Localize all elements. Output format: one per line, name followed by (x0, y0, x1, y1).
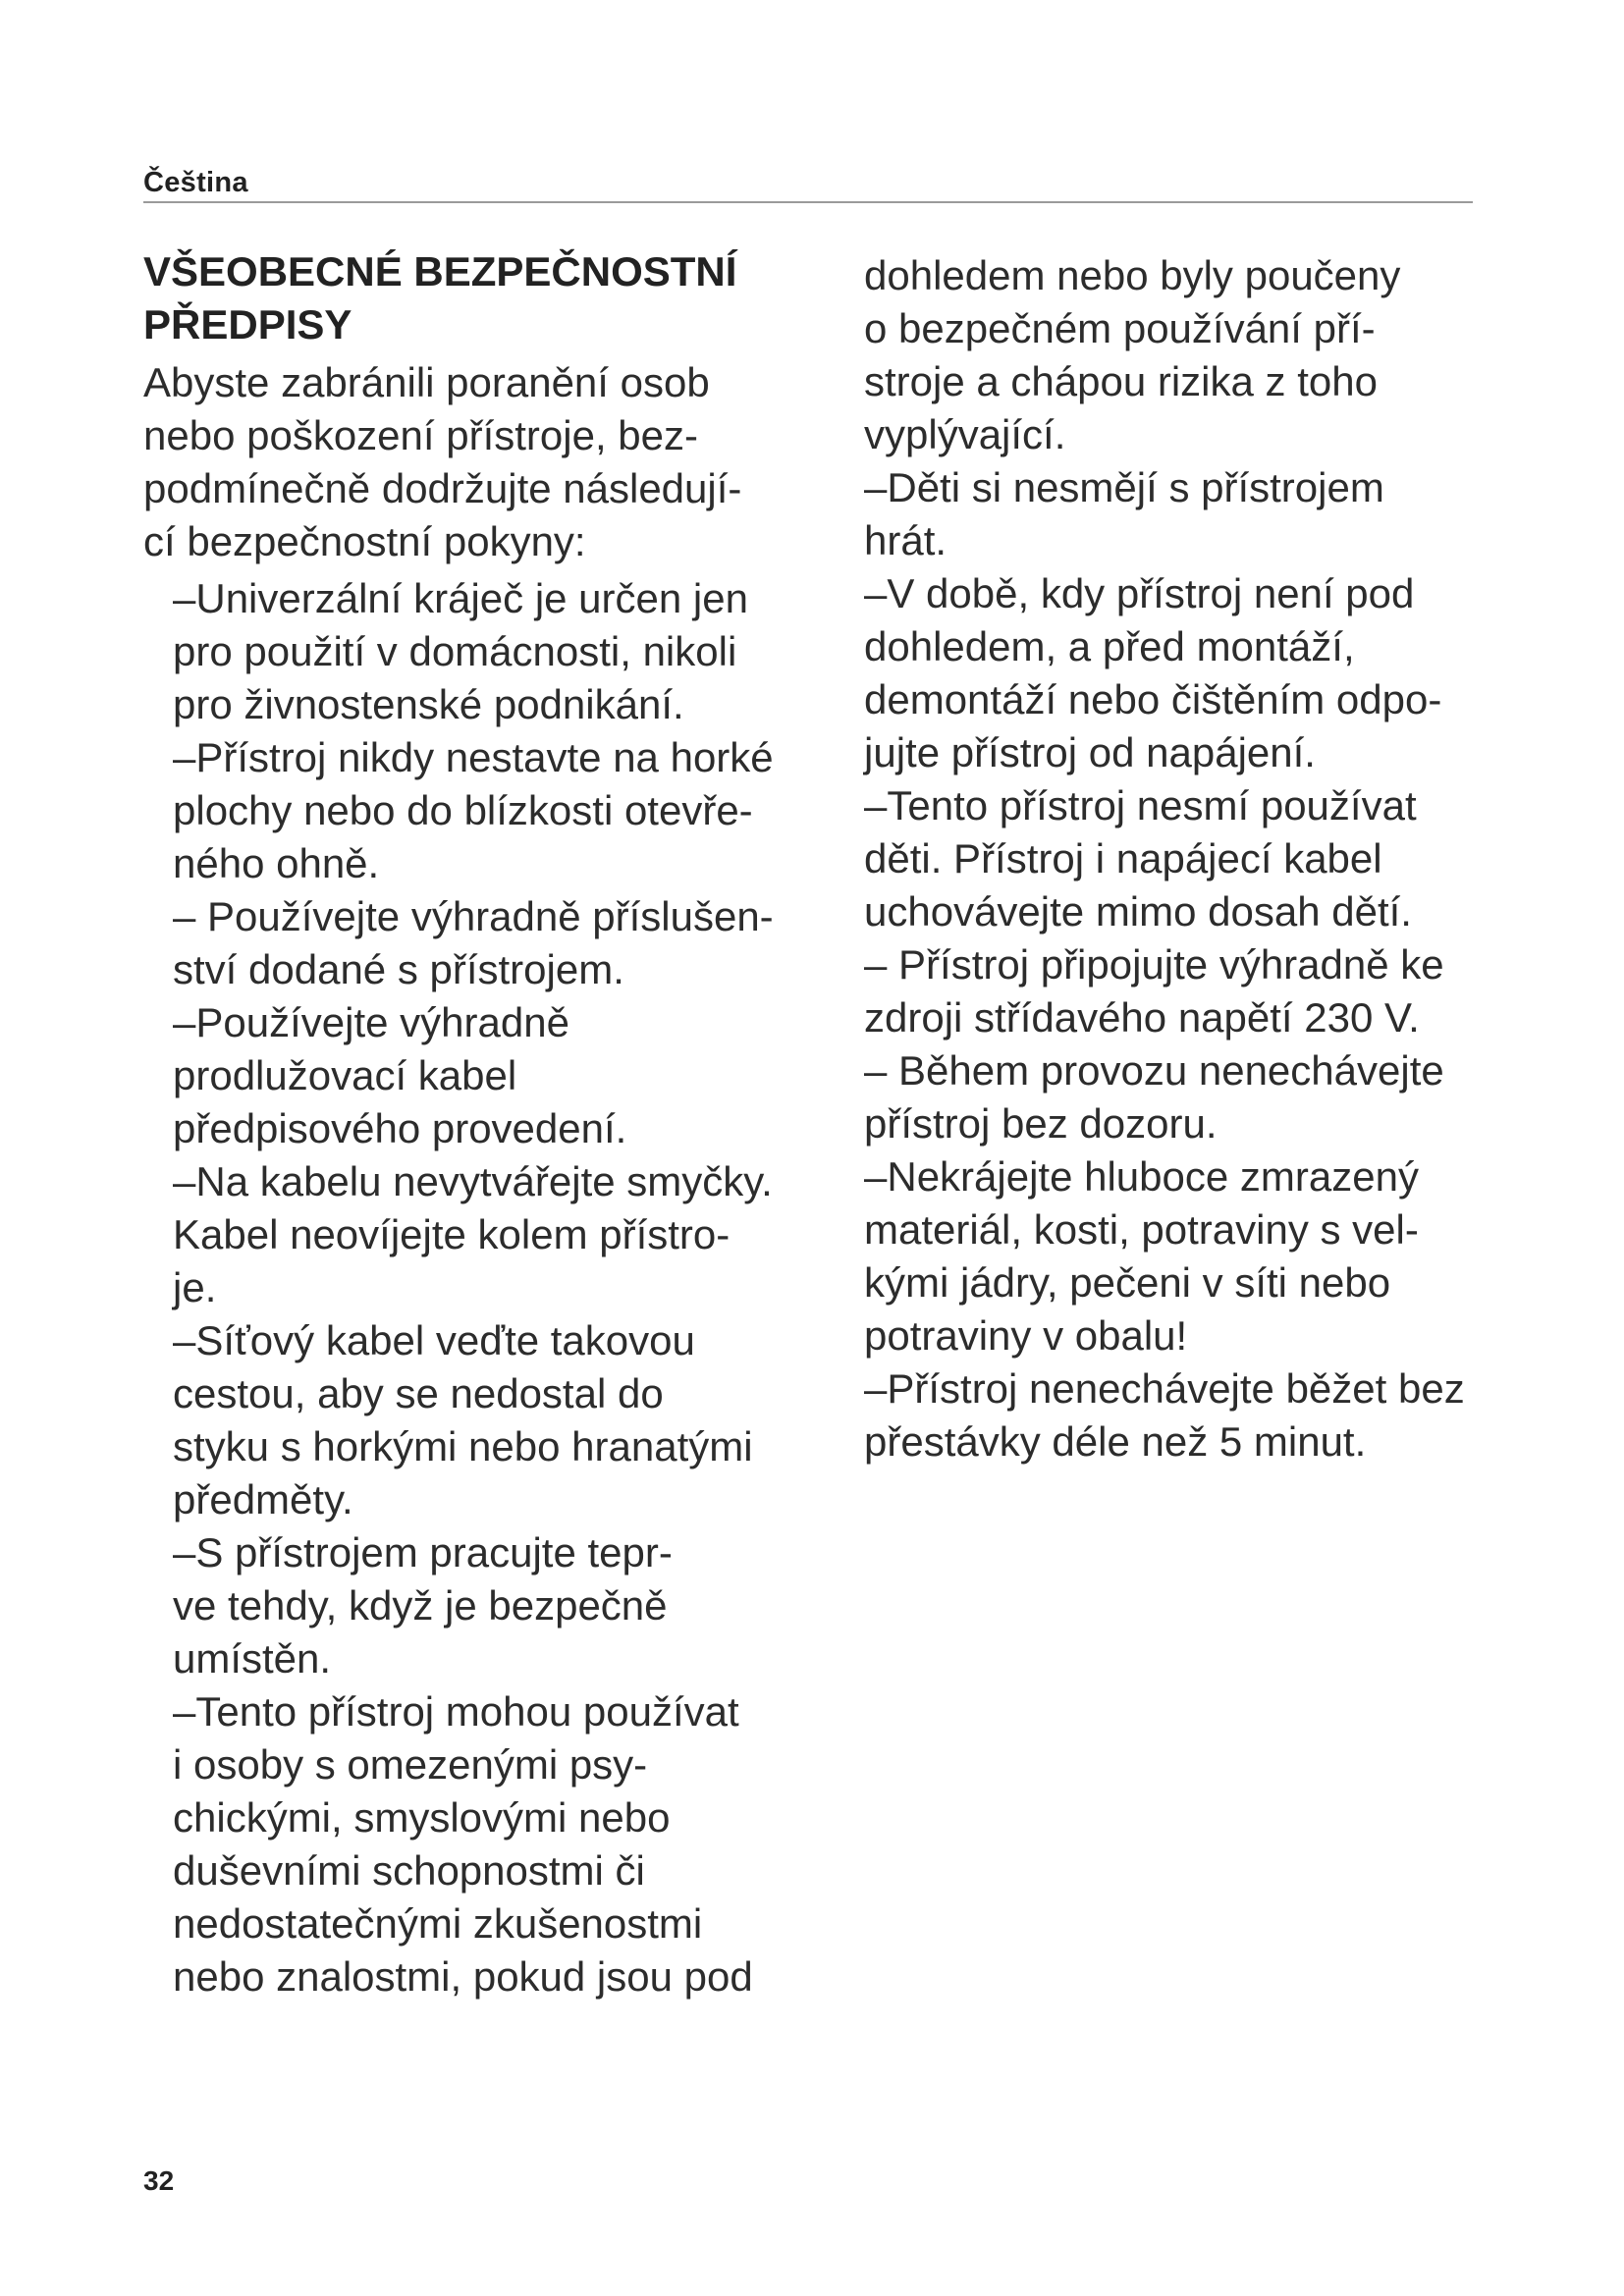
instruction-line: je. (173, 1264, 217, 1310)
instruction-line: i osoby s omezenými psy- (173, 1741, 648, 1788)
safety-instruction (173, 996, 831, 1155)
right-safety-list (864, 249, 1512, 1468)
instruction-line: –S přístrojem pracujte tepr- (173, 1529, 673, 1575)
safety-instruction (173, 731, 831, 890)
instruction-line: vyplývající. (864, 411, 1066, 457)
instruction-line: chickými, smyslovými nebo (173, 1794, 671, 1841)
instruction-line: –Děti si nesmějí s přístrojem (864, 464, 1384, 510)
instruction-line: demontáží nebo čištěním odpo- (864, 676, 1442, 722)
instruction-line: dohledem nebo byly poučeny (864, 252, 1401, 298)
instruction-line: –Na kabelu nevytvářejte smyčky. (173, 1158, 773, 1204)
safety-instruction (864, 779, 1512, 938)
instruction-line: duševními schopnostmi či (173, 1847, 645, 1894)
instruction-line: nedostatečnými zkušenostmi (173, 1900, 703, 1947)
instruction-line: –Síťový kabel veďte takovou (173, 1317, 695, 1363)
instruction-line: stroje a chápou rizika z toho (864, 358, 1378, 404)
instruction-line: –Používejte výhradně (173, 999, 569, 1045)
safety-instruction (864, 1150, 1512, 1362)
safety-instruction (864, 567, 1512, 779)
instruction-line: zdroji střídavého napětí 230 V. (864, 994, 1420, 1041)
safety-instruction (864, 1362, 1512, 1468)
section-title-line: PŘEDPISY (143, 301, 352, 347)
safety-instruction (173, 1526, 831, 1685)
instruction-line: cestou, aby se nedostal do (173, 1370, 664, 1416)
instruction-line: děti. Přístroj i napájecí kabel (864, 835, 1382, 881)
instruction-line: styku s horkými nebo hranatými (173, 1423, 753, 1469)
section-title (143, 245, 831, 351)
instruction-line: hrát. (864, 517, 947, 563)
section-title-line: VŠEOBECNÉ BEZPEČNOSTNÍ (143, 248, 737, 294)
left-safety-list (143, 572, 831, 2003)
intro-line: podmínečně dodržujte následují- (143, 465, 742, 511)
instruction-line: plochy nebo do blízkosti otevře- (173, 787, 753, 833)
instruction-line: –Přístroj nikdy nestavte na horké (173, 734, 774, 780)
safety-instruction (864, 938, 1512, 1044)
instruction-line: uchovávejte mimo dosah dětí. (864, 888, 1412, 934)
instruction-line: ného ohně. (173, 840, 380, 886)
intro-line: nebo poškození přístroje, bez- (143, 412, 698, 458)
instruction-line: – Přístroj připojujte výhradně ke (864, 941, 1444, 988)
language-label: Čeština (143, 167, 248, 198)
instruction-line: –Tento přístroj mohou používat (173, 1688, 739, 1735)
safety-instruction (864, 1044, 1512, 1150)
instruction-line: dohledem, a před montáží, (864, 623, 1355, 669)
instruction-line: –Univerzální kráječ je určen jen (173, 575, 748, 621)
instruction-line: pro použití v domácnosti, nikoli (173, 628, 737, 674)
instruction-line: – Používejte výhradně příslušen- (173, 893, 774, 939)
page-number: 32 (143, 2165, 175, 2196)
instruction-line: jujte přístroj od napájení. (864, 729, 1316, 775)
safety-instruction (864, 249, 1512, 461)
intro-line: Abyste zabránili poranění osob (143, 359, 710, 405)
instruction-line: umístěn. (173, 1635, 332, 1682)
safety-instruction (173, 890, 831, 996)
instruction-line: –V době, kdy přístroj není pod (864, 570, 1415, 616)
instruction-line: – Během provozu nenechávejte (864, 1047, 1444, 1094)
safety-instruction (173, 1314, 831, 1526)
header-divider (143, 201, 1473, 203)
instruction-line: přístroj bez dozoru. (864, 1100, 1218, 1147)
instruction-line: předpisového provedení. (173, 1105, 627, 1151)
intro-paragraph (143, 356, 831, 568)
instruction-line: pro živnostenské podnikání. (173, 681, 684, 727)
instruction-line: ve tehdy, když je bezpečně (173, 1582, 668, 1629)
instruction-line: –Nekrájejte hluboce zmrazený (864, 1153, 1419, 1200)
instruction-line: materiál, kosti, potraviny s vel- (864, 1206, 1419, 1253)
safety-instruction (173, 1155, 831, 1314)
instruction-line: –Tento přístroj nesmí používat (864, 782, 1417, 828)
instruction-line: potraviny v obalu! (864, 1312, 1188, 1359)
safety-instruction (864, 461, 1512, 567)
instruction-line: Kabel neovíjejte kolem přístro- (173, 1211, 731, 1257)
intro-line: cí bezpečnostní pokyny: (143, 518, 586, 564)
instruction-line: kými jádry, pečeni v síti nebo (864, 1259, 1391, 1306)
safety-instruction (173, 1685, 831, 2003)
instruction-line: o bezpečném používání pří- (864, 305, 1376, 351)
instruction-line: přestávky déle než 5 minut. (864, 1418, 1367, 1465)
instruction-line: prodlužovací kabel (173, 1052, 517, 1098)
instruction-line: nebo znalostmi, pokud jsou pod (173, 1953, 753, 2000)
safety-instruction (173, 572, 831, 731)
instruction-line: ství dodané s přístrojem. (173, 946, 624, 992)
instruction-line: –Přístroj nenechávejte běžet bez (864, 1365, 1465, 1412)
left-column (143, 245, 831, 2003)
instruction-line: předměty. (173, 1476, 353, 1522)
